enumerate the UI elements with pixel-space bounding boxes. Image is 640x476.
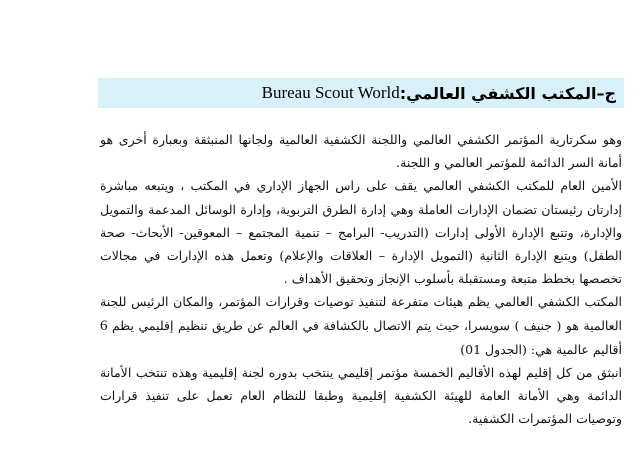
document-body [100,128,622,431]
regions-count: 6 [100,317,108,334]
paragraph-definition: وهو سكرتارية المؤتمر الكشفي العالمي واللجنة الكشفية العالمية ولجانها المنبثقة وبعبارة أخرى هو أمانة السر الدائمة للمؤتمر العالمي و اللجنة. [100,132,622,171]
heading-english-title: Bureau Scout World [261,83,400,102]
heading-arabic-title: المكتب الكشفي العالمي: [399,83,597,103]
section-heading [98,78,624,108]
paragraph-regions [100,290,622,361]
paragraph-regions-start: المكتب الكشفي العالمي يظم هيئات متفرعة لتنفيذ توصيات وقرارات المؤتمر، والمكان الرئيس للجنة العالمية هو ( جنيف ) سويسرا، حيث يتم الاتصال بالكشافة في العالم عن طريق تنظيم إقليمي يظم [100,294,622,333]
paragraph-regional-conferences: انبثق من كل إقليم لهذه الأقاليم الخمسة مؤتمر إقليمي ينتخب بدوره لجنة إقليمية وهذه تنتخب الأمانة الدائمة وهي الأمانة العامة للهيئة الكشفية إقليمية وطبقا للنظام العام تعمل على تنفيذ قرارات وتوصيات المؤتمرات الكشفية. [100,365,622,427]
paragraph-regions-end: أقاليم عالمية هي: (الجدول 01) [460,341,622,357]
heading-separator: – [596,83,605,103]
heading-letter: ج [604,83,616,103]
paragraph-secretary-general: الأمين العام للمكتب الكشفي العالمي يقف على راس الجهاز الإداري في المكتب ، ويتبعه مباشرة إدارتان رئيستان تضمان الإدارات العاملة وهي إدارة الطرق التربوية، وإدارة الوسائل المدعمة والتمويل والإدارة، وتتبع الإدارة الأولى إدارات (التدريب- البرامج – تنمية المجتمع – المعوقين- الأبحاث- صحة الطفل) ويتبع الإدارة الثانية (التمويل الإدارة – العلاقات والإعلام) وتعمل هذه الإدارات في مجالات تخصصها بخطط متبعة ومستقبلة بأسلوب الإنجاز وتحقيق الأهداف . [100,178,622,287]
